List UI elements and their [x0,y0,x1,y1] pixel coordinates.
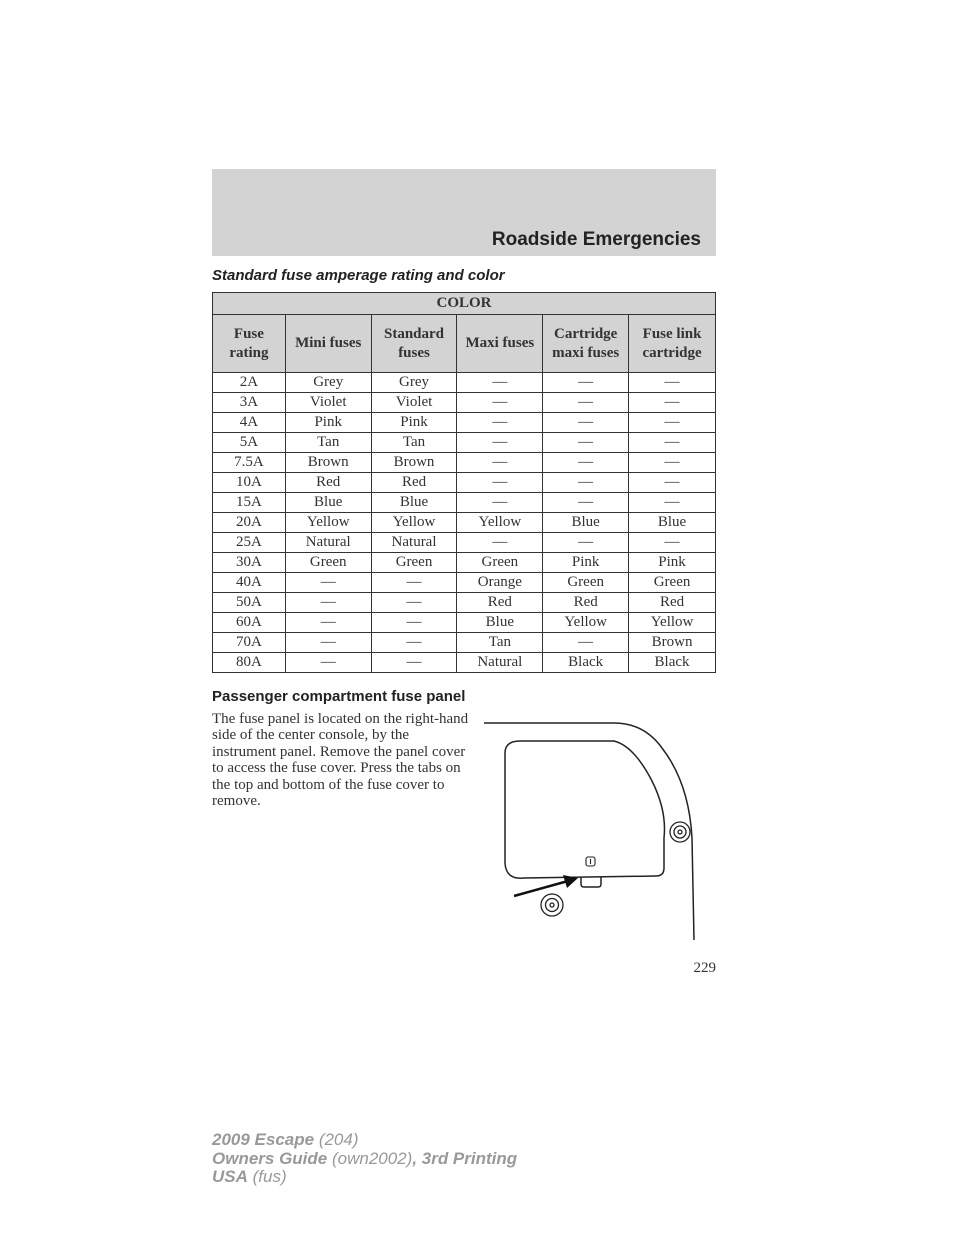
table-row [213,593,716,613]
table-cell: Yellow [457,513,543,533]
footer [212,1131,517,1187]
table-row [213,513,716,533]
table-cell: Yellow [371,513,457,533]
table-cell: — [543,453,629,473]
table-cell: 4A [213,413,286,433]
table-cell: — [457,493,543,513]
table-cell: Tan [285,433,371,453]
table-cell: Green [457,553,543,573]
fuse-color-table [212,292,716,673]
table-cell: — [629,493,716,513]
footer-guide: Owners Guide [212,1148,328,1168]
table-cell: — [285,653,371,673]
table-cell: — [371,633,457,653]
fastener-left [541,894,563,916]
table-cell: Black [543,653,629,673]
table-cell: Red [285,473,371,493]
footer-region-code: (fus) [247,1167,287,1186]
table-cell: Black [629,653,716,673]
table-cell: Blue [629,513,716,533]
console-outline [484,723,694,940]
table-cell: 10A [213,473,286,493]
table-cell: — [629,473,716,493]
table-cell: — [543,493,629,513]
table-cell: 40A [213,573,286,593]
footer-model-code: (204) [314,1130,359,1149]
table-cell: Violet [371,393,457,413]
table-cell: Yellow [629,613,716,633]
column-header: Maxi fuses [457,315,543,373]
table-cell: Pink [629,553,716,573]
table-cell: — [285,613,371,633]
column-header: Fuse link cartridge [629,315,716,373]
table-row [213,553,716,573]
table-cell: Blue [543,513,629,533]
cover-tab [581,877,601,887]
table-cell: — [285,573,371,593]
table-cell: — [371,573,457,593]
table-cell: — [457,473,543,493]
table-row [213,613,716,633]
table-cell: Brown [629,633,716,653]
table-cell: Grey [285,373,371,393]
column-header: Mini fuses [285,315,371,373]
table-cell: Natural [285,533,371,553]
table-cell: — [543,433,629,453]
table-cell: — [543,413,629,433]
table-cell: — [629,373,716,393]
table-cell: Violet [285,393,371,413]
table-title: Standard fuse amperage rating and color [212,267,505,284]
table-cell: Grey [371,373,457,393]
table-cell: Orange [457,573,543,593]
table-cell: — [543,533,629,553]
color-group-header: COLOR [213,293,716,315]
table-cell: — [285,593,371,613]
table-cell: — [371,653,457,673]
column-header: Standard fuses [371,315,457,373]
table-cell: Red [457,593,543,613]
table-cell: — [457,413,543,433]
column-header: Fuse rating [213,315,286,373]
table-cell: Green [629,573,716,593]
table-cell: — [543,373,629,393]
footer-printing: , 3rd Printing [412,1148,518,1168]
table-cell: — [629,433,716,453]
table-cell: Green [543,573,629,593]
table-row [213,653,716,673]
fuse-panel-cover [505,741,665,878]
table-cell: Red [371,473,457,493]
table-cell: — [629,453,716,473]
table-cell: — [543,633,629,653]
table-row [213,453,716,473]
fuse-symbol-icon [586,857,595,866]
table-cell: Blue [457,613,543,633]
table-cell: 50A [213,593,286,613]
panel-section-title: Passenger compartment fuse panel [212,688,466,705]
table-cell: — [543,393,629,413]
table-cell: 80A [213,653,286,673]
table-cell: — [629,533,716,553]
table-cell: 5A [213,433,286,453]
table-row [213,473,716,493]
fastener-right [670,822,690,842]
table-cell: 25A [213,533,286,553]
table-cell: — [457,433,543,453]
table-cell: — [629,393,716,413]
table-cell: — [371,613,457,633]
table-row [213,633,716,653]
table-row [213,373,716,393]
table-row [213,413,716,433]
table-cell: Natural [457,653,543,673]
table-cell: — [543,473,629,493]
table-cell: Pink [371,413,457,433]
table-cell: — [457,373,543,393]
table-cell: 2A [213,373,286,393]
column-header: Cartridge maxi fuses [543,315,629,373]
table-cell: — [457,533,543,553]
table-cell: Blue [285,493,371,513]
table-cell: Pink [543,553,629,573]
table-cell: 70A [213,633,286,653]
footer-model: 2009 Escape [212,1130,315,1149]
table-cell: 30A [213,553,286,573]
table-row [213,573,716,593]
table-row [213,493,716,513]
table-cell: Brown [285,453,371,473]
page-number: 229 [693,960,716,976]
table-cell: Tan [371,433,457,453]
table-cell: Green [371,553,457,573]
table-row [213,433,716,453]
table-cell: Tan [457,633,543,653]
table-cell: Red [543,593,629,613]
table-cell: Yellow [285,513,371,533]
table-cell: Yellow [543,613,629,633]
section-title: Roadside Emergencies [491,229,701,250]
table-cell: — [457,393,543,413]
table-cell: — [371,593,457,613]
table-cell: 15A [213,493,286,513]
table-cell: 20A [213,513,286,533]
section-header-band [212,169,716,256]
table-row [213,393,716,413]
table-cell: — [629,413,716,433]
table-cell: Green [285,553,371,573]
table-cell: 3A [213,393,286,413]
panel-section-body: The fuse panel is located on the right-hand side of the center console, by the instrument panel. Remove the panel cover to access the fuse cover. Press the tabs on the top and bottom of the fuse cover to remove. [212,711,469,810]
footer-region: USA [212,1167,248,1186]
table-cell: Blue [371,493,457,513]
table-cell: Brown [371,453,457,473]
table-cell: 60A [213,613,286,633]
table-cell: Pink [285,413,371,433]
table-cell: — [457,453,543,473]
fuse-panel-illustration [484,718,700,943]
table-cell: 7.5A [213,453,286,473]
table-cell: Natural [371,533,457,553]
table-row [213,533,716,553]
table-cell: — [285,633,371,653]
footer-guide-code: (own2002) [327,1148,413,1168]
table-cell: Red [629,593,716,613]
